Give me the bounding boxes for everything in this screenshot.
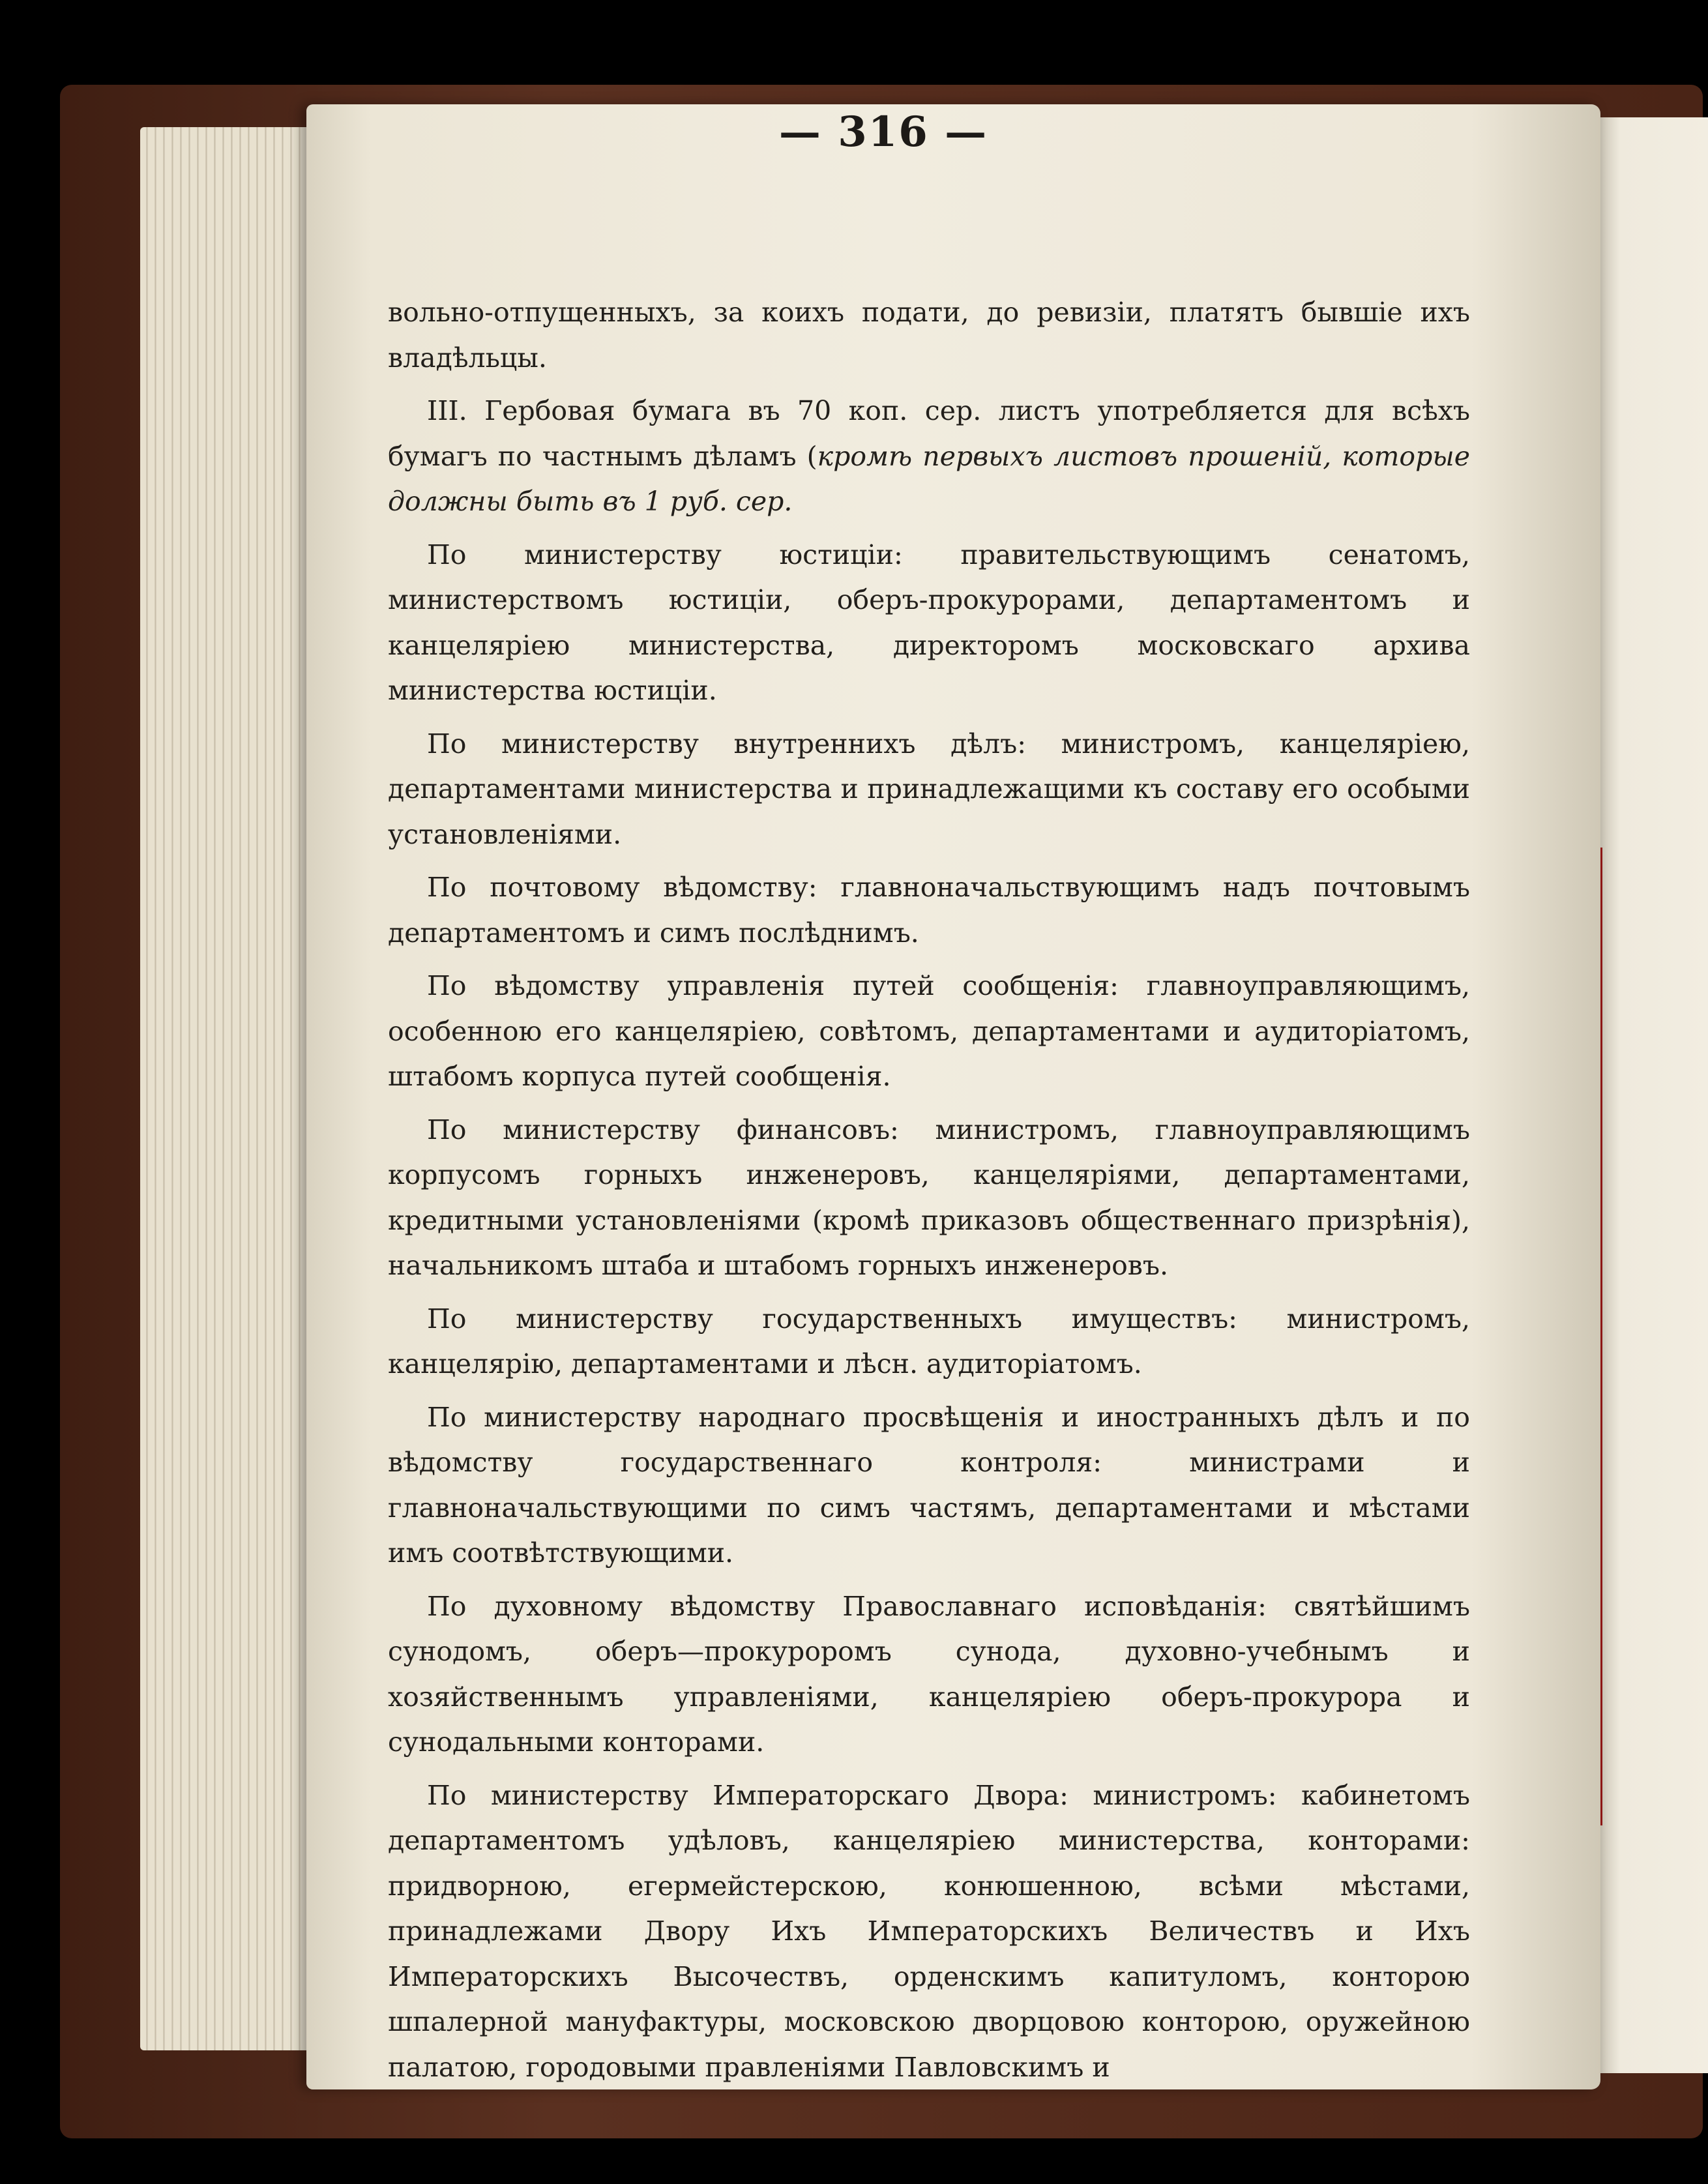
paragraph: По министерству внутреннихъ дѣлъ: министромъ, канцеляріею, департаментами министерства и принадлежащими къ составу его особыми установленіями. [388, 728, 1470, 850]
paragraph: По духовному вѣдомству Православнаго исповѣданія: святѣйшимъ сунодомъ, оберъ—прокуроромъ сунода, духовно-учебнымъ и хозяйственнымъ управленіями, канцеляріею оберъ-прокурора и сунодальными конторами. [388, 1590, 1470, 1758]
paragraph: По министерству народнаго просвѣщенія и иностранныхъ дѣлъ и по вѣдомству государственнаго контроля: министрами и главноначальствующими по симъ частямъ, департаментами и мѣстами имъ соотвѣтствующими. [388, 1401, 1470, 1569]
paragraph: По почтовому вѣдомству: главноначальствующимъ надъ почтовымъ департаментомъ и симъ послѣднимъ. [388, 872, 1470, 949]
paragraph: По министерству Императорскаго Двора: министромъ: кабинетомъ департаментомъ удѣловъ, канцеляріею министерства, конторами: придворною, егермейстерскою, конюшенною, всѣми мѣстами, принадлежами Двору Ихъ Императорскихъ Величествъ и Ихъ Императорскихъ Высочествъ, орденскимъ капитуломъ, конторою шпалерной мануфактуры, московскою дворцовою конторою, оружейною палатою, городовыми правленіями Павловскимъ и [388, 1779, 1470, 2083]
paragraph: III. Гербовая бумага въ 70 коп. сер. листъ употребляется для всѣхъ бумагъ по частнымъ дѣламъ (кромѣ первыхъ листовъ прошеній, которые должны быть въ 1 руб. сер. [388, 395, 1470, 517]
paragraph: По министерству государственныхъ имуществъ: министромъ, канцелярію, департаментами и лѣсн. аудиторіатомъ. [388, 1303, 1470, 1380]
page-number: — 316 — [778, 108, 988, 156]
paragraph: По министерству юстиціи: правительствующимъ сенатомъ, министерствомъ юстиціи, оберъ-прокурорами, департаментомъ и канцеляріею министерства, директоромъ московскаго архива министерства юстиціи. [388, 539, 1470, 706]
paragraph: По вѣдомству управленія путей сообщенія: главноуправляющимъ, особенною его канцеляріею, совѣтомъ, департаментами и аудиторіатомъ, штабомъ корпуса путей сообщенія. [388, 970, 1470, 1092]
paragraph: вольно-отпущенныхъ, за коихъ подати, до ревизіи, платятъ бывшіе ихъ владѣльцы. [388, 297, 1470, 374]
facing-page [1591, 117, 1708, 2073]
page-text [388, 290, 1470, 2098]
italic-note: кромѣ первыхъ листовъ прошеній, которые должны быть въ 1 руб. сер. [388, 440, 1470, 517]
paragraph: По министерству финансовъ: министромъ, главноуправляющимъ корпусомъ горныхъ инженеровъ, канцеляріями, департаментами, кредитными установленіями (кромѣ приказовъ общественнаго призрѣнія), начальникомъ штаба и штабомъ горныхъ инженеровъ. [388, 1114, 1470, 1281]
